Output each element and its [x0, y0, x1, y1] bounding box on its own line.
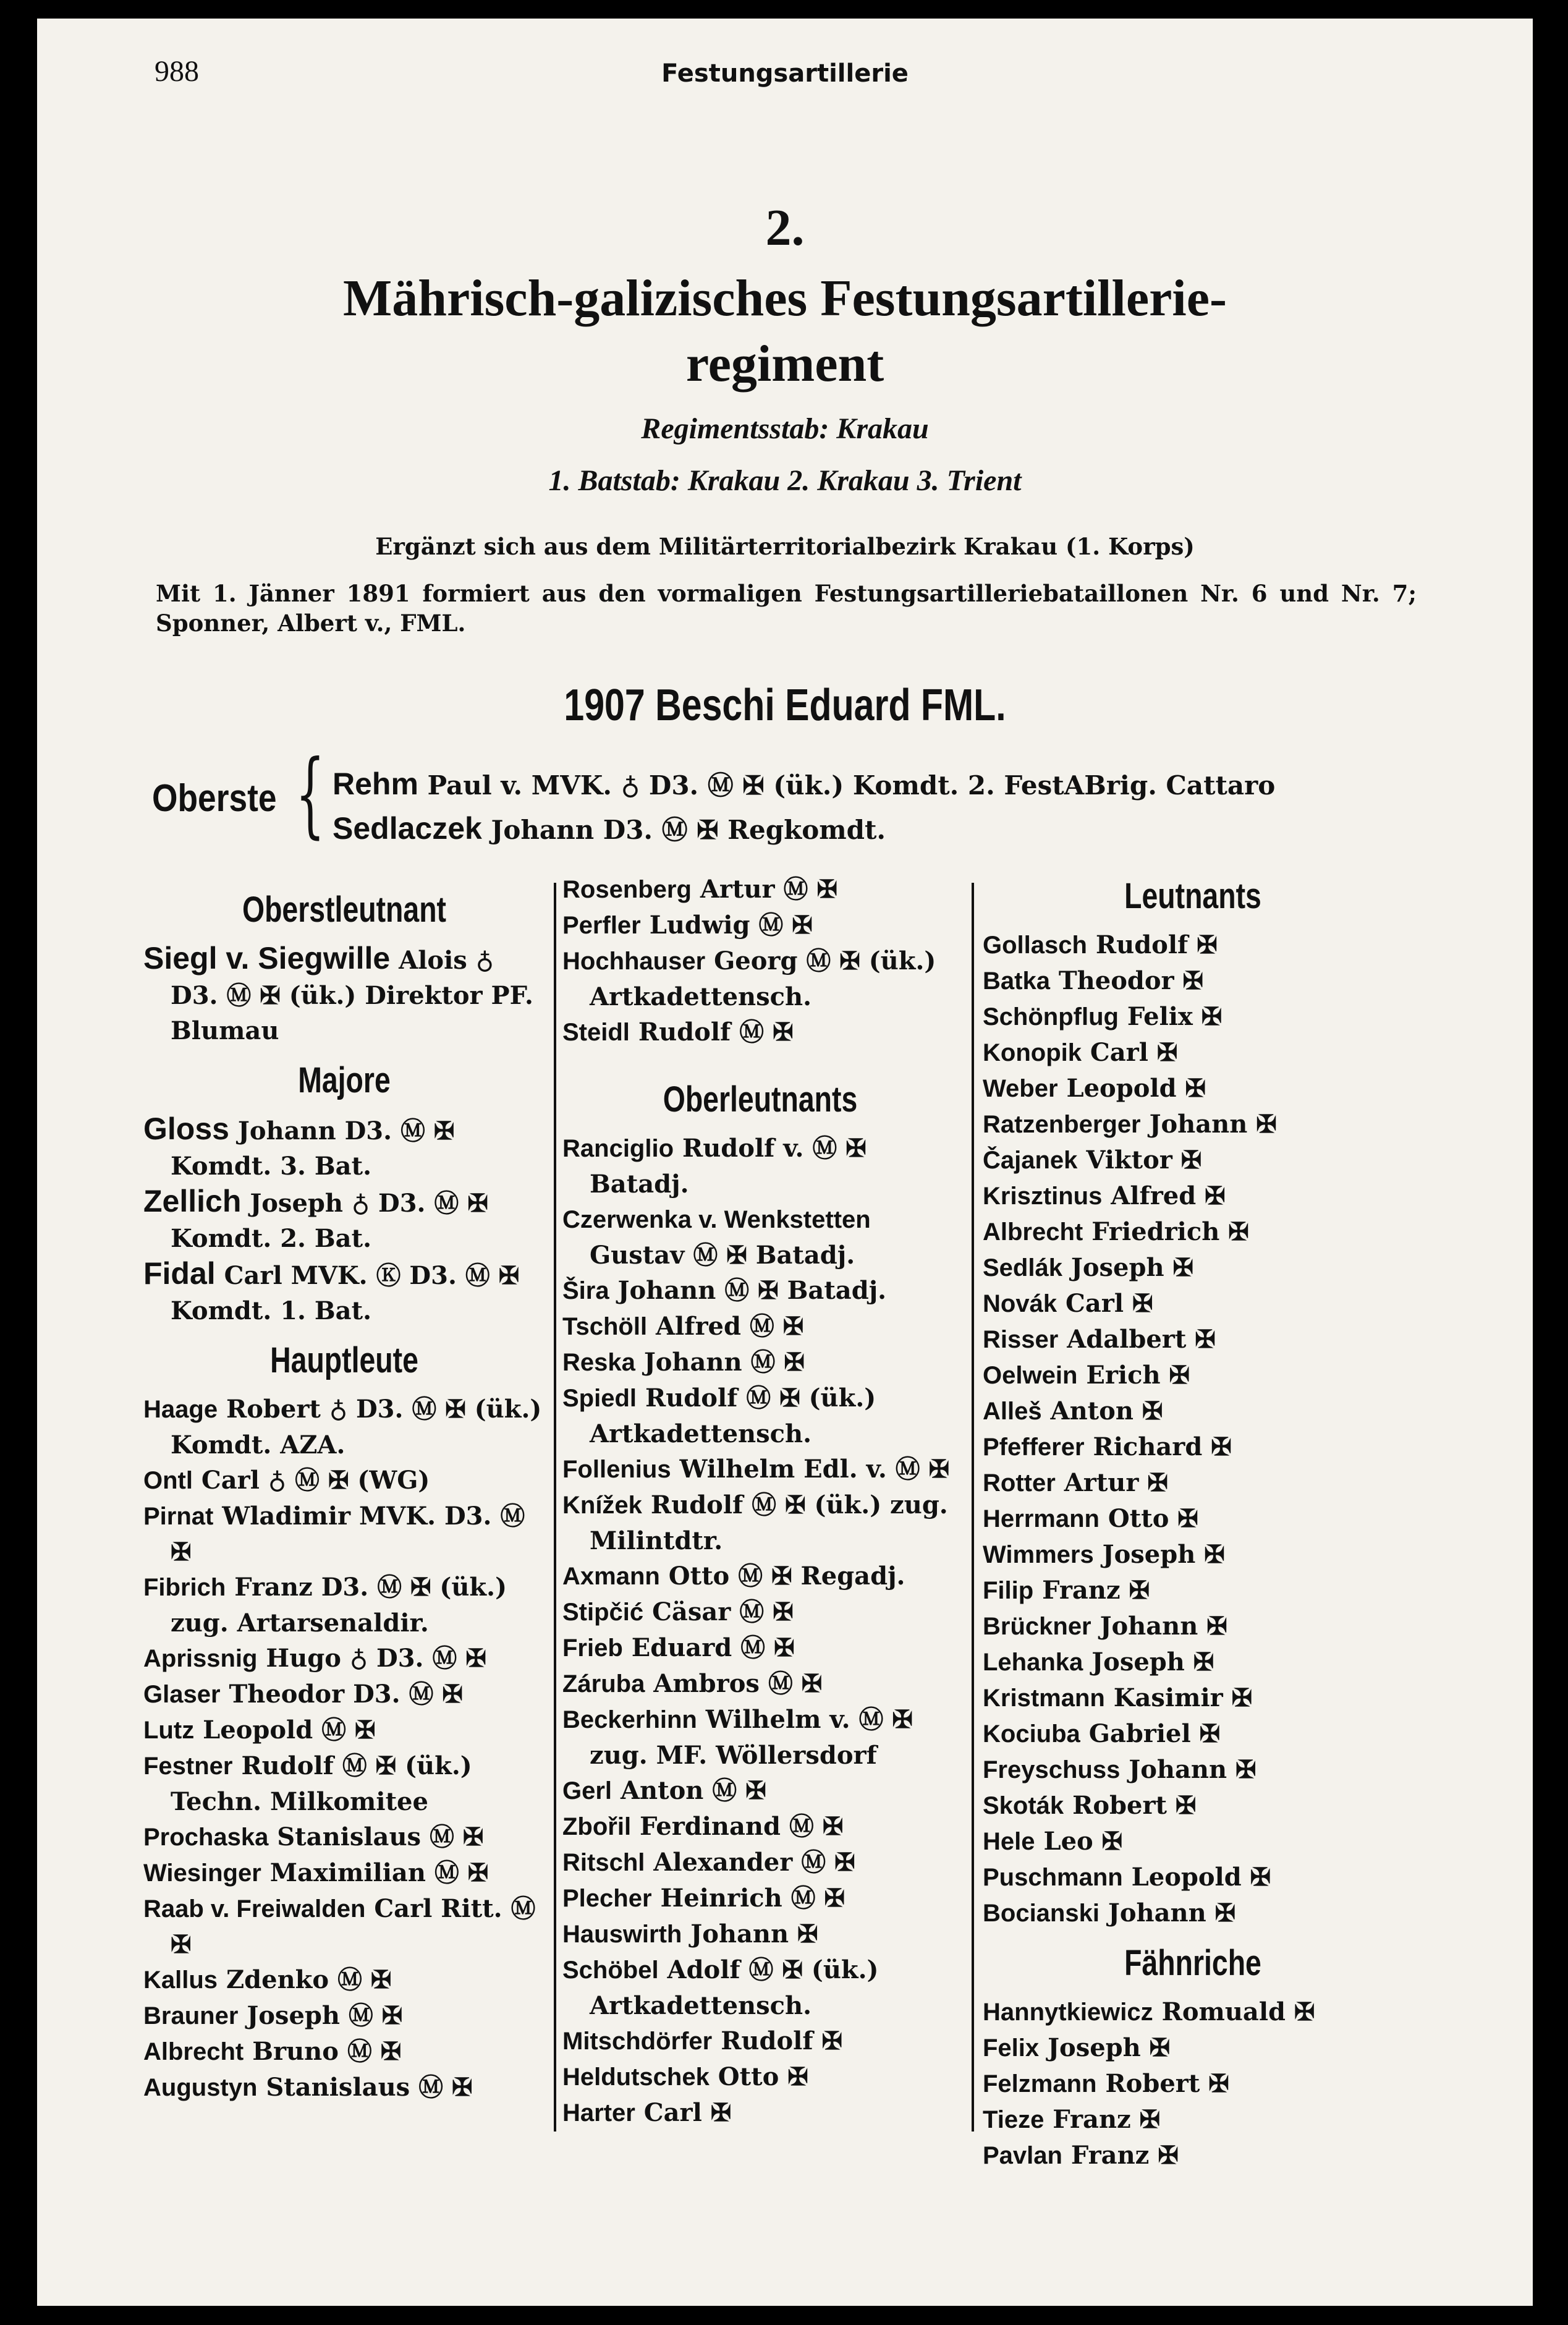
oberste-label: Oberste: [152, 777, 277, 820]
person-details: Johann ✠: [690, 1919, 818, 1949]
list-item: [143, 1748, 545, 1819]
person-details: Alexander Ⓜ ✠: [653, 1848, 855, 1877]
person-details: Robert ♁ D3. Ⓜ ✠ (ük.) Komdt. AZA.: [171, 1395, 542, 1460]
person-name: Heldutschek: [562, 2064, 710, 2091]
person-name: Herrmann: [983, 1505, 1100, 1532]
person-details: Ludwig Ⓜ ✠: [649, 911, 813, 940]
list-item: [983, 1465, 1403, 1501]
list-item: [983, 2030, 1403, 2066]
person-details: Heinrich Ⓜ ✠: [660, 1884, 845, 1913]
list-item: [562, 1273, 958, 1309]
person-details: Joseph Ⓜ ✠: [247, 2001, 403, 2030]
person-name: Risser: [983, 1326, 1059, 1353]
person-name: Beckerhinn: [562, 1706, 697, 1733]
list-item: [983, 1752, 1403, 1788]
person-details: Hugo ♁ D3. Ⓜ ✠: [266, 1644, 486, 1673]
person-name: Zellich: [143, 1184, 242, 1218]
person-name: Fibrich: [143, 1574, 226, 1601]
person-details: Maximilian Ⓜ ✠: [269, 1858, 489, 1887]
person-details: Alfred Ⓜ ✠: [656, 1312, 804, 1341]
person-details: Richard ✠: [1093, 1432, 1232, 1461]
person-name: Ontl: [143, 1467, 193, 1494]
person-name: Schöbel: [562, 1957, 659, 1984]
person-details: Rudolf Ⓜ ✠ (ük.) Techn. Milkomitee: [171, 1751, 472, 1816]
person-name: Aprissnig: [143, 1645, 258, 1672]
oberst-details: Paul v. MVK. ♁ D3. Ⓜ ✠ (ük.) Komdt. 2. FestABrig. Cattaro: [427, 770, 1276, 801]
person-name: Oelwein: [983, 1362, 1078, 1389]
person-name: Hochhauser: [562, 948, 706, 975]
person-name: Follenius: [562, 1456, 671, 1483]
person-details: Johann ✠: [1129, 1755, 1257, 1784]
person-name: Alleš: [983, 1398, 1042, 1425]
person-name: Czerwenka v. Wenkstetten: [562, 1206, 871, 1233]
person-name: Haage: [143, 1396, 218, 1423]
person-details: Johann ✠: [1149, 1110, 1277, 1139]
person-details: Franz D3. Ⓜ ✠ (ük.) zug. Artarsenaldir.: [171, 1573, 507, 1638]
person-details: Otto Ⓜ ✠ Regadj.: [668, 1562, 905, 1591]
section-number: 2.: [765, 199, 805, 257]
list-item: [562, 1202, 958, 1273]
list-item: [562, 1452, 958, 1487]
person-details: Ferdinand Ⓜ ✠: [640, 1812, 844, 1841]
list-item: [983, 999, 1403, 1035]
list-item: [983, 2066, 1403, 2102]
person-details: Rudolf ✠: [1095, 930, 1218, 959]
person-name: Hauswirth: [562, 1921, 682, 1948]
list-item: [983, 1573, 1403, 1609]
person-details: Romuald ✠: [1161, 1997, 1315, 2026]
person-name: Mitschdörfer: [562, 2028, 713, 2055]
person-details: Artur Ⓜ ✠: [700, 875, 837, 904]
person-details: Cäsar Ⓜ ✠: [652, 1597, 794, 1626]
person-details: Otto ✠: [718, 2062, 808, 2091]
person-name: Konopik: [983, 1039, 1082, 1066]
person-name: Stipčić: [562, 1599, 644, 1626]
person-details: Wladimir MVK. D3. Ⓜ ✠: [171, 1502, 525, 1566]
list-item: [562, 2059, 958, 2095]
person-name: Rotter: [983, 1469, 1056, 1497]
person-details: Zdenko Ⓜ ✠: [226, 1965, 392, 1994]
person-name: Pavlan: [983, 2142, 1062, 2169]
person-name: Weber: [983, 1075, 1058, 1102]
list-hauptleute-continued: [562, 872, 958, 1050]
person-name: Bocianski: [983, 1900, 1100, 1927]
person-name: Ritschl: [562, 1849, 645, 1876]
list-item: [983, 1035, 1403, 1071]
list-item: [983, 2102, 1403, 2138]
person-details: Theodor ✠: [1058, 966, 1204, 995]
list-item: [983, 1895, 1403, 1931]
list-item: [143, 1677, 545, 1712]
list-item: [562, 2095, 958, 2131]
person-details: Robert ✠: [1105, 2069, 1229, 2098]
person-details: Theodor D3. Ⓜ ✠: [229, 1680, 463, 1709]
person-details: Johann D3. Ⓜ ✠ Komdt. 3. Bat.: [171, 1116, 455, 1181]
person-name: Perfler: [562, 912, 641, 939]
list-item: [983, 2138, 1403, 2174]
list-item: [143, 1184, 545, 1256]
list-item: [562, 1594, 958, 1630]
list-item: [562, 1845, 958, 1881]
person-details: Stanislaus Ⓜ ✠: [277, 1822, 484, 1851]
page: [37, 19, 1533, 2306]
column-1: [143, 878, 545, 2106]
person-details: Kasimir ✠: [1113, 1683, 1253, 1712]
list-item: [983, 963, 1403, 999]
list-item: [983, 1107, 1403, 1142]
list-item: [143, 1256, 545, 1328]
person-name: Fidal: [143, 1256, 216, 1291]
person-details: Erich ✠: [1086, 1361, 1190, 1390]
person-name: Albrecht: [143, 2038, 244, 2065]
person-details: Joseph ✠: [1091, 1647, 1214, 1677]
person-name: Hele: [983, 1828, 1035, 1855]
person-details: Carl ✠: [1066, 1289, 1153, 1318]
person-name: Axmann: [562, 1563, 660, 1590]
regimentsstab: Regimentsstab: Krakau: [641, 412, 929, 445]
formation-note: [156, 579, 1417, 638]
person-name: Čajanek: [983, 1147, 1078, 1174]
list-majore: [143, 1111, 545, 1328]
person-details: Carl MVK. Ⓚ D3. Ⓜ ✠ Komdt. 1. Bat.: [171, 1261, 520, 1325]
list-item: [983, 1286, 1403, 1322]
list-item: [983, 1680, 1403, 1716]
person-name: Šira: [562, 1277, 609, 1304]
person-details: Joseph ✠: [1102, 1540, 1225, 1569]
person-details: Alfred ✠: [1111, 1181, 1226, 1210]
person-details: Joseph ♁ D3. Ⓜ ✠ Komdt. 2. Bat.: [171, 1189, 488, 1253]
list-item: [562, 1916, 958, 1952]
list-item: [143, 1392, 545, 1463]
list-item: [143, 1570, 545, 1641]
person-name: Pirnat: [143, 1503, 214, 1530]
person-details: Anton ✠: [1050, 1396, 1163, 1426]
list-oberstleutnant: [143, 941, 545, 1048]
person-details: Leo ✠: [1043, 1827, 1123, 1856]
list-item: [562, 1014, 958, 1050]
list-item: [143, 1819, 545, 1855]
person-details: Carl ✠: [643, 2098, 732, 2127]
heading-faehnriche: Fähnriche: [1124, 1943, 1261, 1983]
list-item: [562, 1131, 958, 1202]
person-name: Gerl: [562, 1777, 612, 1804]
list-item: [143, 2070, 545, 2106]
person-name: Reska: [562, 1349, 635, 1376]
list-item: [983, 1501, 1403, 1537]
list-item: [983, 1788, 1403, 1824]
person-details: Alois ♁ D3. Ⓜ ✠ (ük.) Direktor PF. Blumau: [171, 946, 533, 1045]
person-name: Novák: [983, 1290, 1057, 1317]
person-name: Kristmann: [983, 1685, 1105, 1712]
list-item: [562, 1773, 958, 1809]
person-details: Leopold Ⓜ ✠: [203, 1715, 376, 1745]
heading-hauptleute: Hauptleute: [270, 1340, 418, 1380]
person-name: Augustyn: [143, 2074, 258, 2101]
person-name: Kociuba: [983, 1720, 1080, 1748]
list-item: [562, 1702, 958, 1773]
person-name: Pfefferer: [983, 1434, 1085, 1461]
title-line-1: Mährisch-galizisches Festungsartillerie-: [342, 270, 1227, 327]
person-name: Skoták: [983, 1792, 1064, 1819]
list-item: [983, 1178, 1403, 1214]
list-item: [143, 1463, 545, 1498]
person-name: Zbořil: [562, 1813, 632, 1840]
heading-majore: Majore: [298, 1060, 391, 1100]
person-details: Leopold ✠: [1131, 1863, 1271, 1892]
list-item: [983, 1537, 1403, 1573]
brace: {: [295, 741, 325, 848]
person-name: Gollasch: [983, 932, 1087, 959]
list-oberleutnants: [562, 1131, 958, 2131]
person-details: Eduard Ⓜ ✠: [631, 1633, 795, 1662]
list-item: [983, 1071, 1403, 1107]
person-name: Tieze: [983, 2106, 1045, 2133]
person-details: Gabriel ✠: [1088, 1719, 1221, 1748]
list-item: [562, 1558, 958, 1594]
formation-line-2: Sponner, Albert v., FML.: [156, 610, 466, 637]
list-item: [562, 1345, 958, 1380]
list-hauptleute: [143, 1392, 545, 2106]
list-item: [983, 1824, 1403, 1860]
person-name: Wimmers: [983, 1541, 1094, 1568]
person-details: Joseph ✠: [1048, 2033, 1171, 2062]
person-details: Friedrich ✠: [1091, 1217, 1249, 1246]
list-item: [562, 1487, 958, 1558]
person-name: Lutz: [143, 1717, 195, 1744]
person-details: Joseph ✠: [1070, 1253, 1193, 1282]
list-item: [562, 1952, 958, 2023]
list-item: [143, 1891, 545, 1962]
person-name: Knížek: [562, 1492, 642, 1519]
person-name: Kallus: [143, 1966, 218, 1994]
person-details: Wilhelm v. Ⓜ ✠ zug. MF. Wöllersdorf: [590, 1705, 913, 1770]
column-3: [983, 872, 1403, 2174]
person-name: Harter: [562, 2099, 635, 2127]
person-details: Wilhelm Edl. v. Ⓜ ✠: [679, 1455, 950, 1484]
title-line-2: regiment: [685, 335, 884, 393]
list-item: [143, 1962, 545, 1998]
person-name: Rosenberg: [562, 876, 692, 903]
person-details: Anton Ⓜ ✠: [620, 1776, 766, 1805]
person-details: Carl Ritt. Ⓜ ✠: [171, 1894, 536, 1959]
list-item: [983, 1860, 1403, 1895]
person-details: Bruno Ⓜ ✠: [252, 2037, 402, 2066]
person-details: Artur ✠: [1064, 1468, 1168, 1497]
person-details: Rudolf Ⓜ ✠ (ük.) zug. Milintdtr.: [590, 1490, 948, 1555]
person-details: Ambros Ⓜ ✠: [653, 1669, 823, 1698]
person-name: Gloss: [143, 1111, 229, 1146]
list-item: [983, 1609, 1403, 1644]
list-item: [562, 2023, 958, 2059]
person-name: Krisztinus: [983, 1183, 1103, 1210]
person-details: Franz ✠: [1042, 1576, 1150, 1605]
oberst-name: Sedlaczek: [333, 811, 482, 846]
oberst-entry: [333, 810, 886, 847]
person-name: Batka: [983, 967, 1050, 995]
person-name: Prochaska: [143, 1824, 269, 1851]
ergaenzung-note: Ergänzt sich aus dem Militärterritorialbezirk Krakau (1. Korps): [375, 533, 1195, 560]
person-name: Glaser: [143, 1681, 221, 1708]
column-divider: [554, 883, 556, 2132]
list-item: [983, 1142, 1403, 1178]
regiment-title: [161, 266, 1409, 397]
page-number: 988: [155, 55, 199, 88]
list-item: [143, 1641, 545, 1677]
person-name: Siegl v. Siegwille: [143, 941, 391, 975]
list-item: [562, 1666, 958, 1702]
person-details: Carl ♁ Ⓜ ✠ (WG): [201, 1466, 430, 1495]
person-name: Wiesinger: [143, 1860, 261, 1887]
person-name: Záruba: [562, 1670, 645, 1698]
oberst-name: Rehm: [333, 767, 418, 801]
inhaber-line: 1907 Beschi Eduard FML.: [564, 681, 1006, 730]
person-name: Hannytkiewicz: [983, 1999, 1153, 2026]
list-leutnants: [983, 927, 1403, 1931]
list-item: [983, 1429, 1403, 1465]
person-details: Johann Ⓜ ✠: [643, 1348, 805, 1377]
column-2: [562, 872, 958, 2131]
list-item: [983, 1322, 1403, 1358]
person-name: Albrecht: [983, 1218, 1083, 1246]
person-details: Leopold ✠: [1066, 1074, 1206, 1103]
list-item: [983, 927, 1403, 963]
running-head: Festungsartillerie: [661, 59, 909, 88]
formation-line-1: Mit 1. Jänner 1891 formiert aus den vormaligen Festungsartilleriebataillonen Nr. 6 und Nr. 7;: [156, 580, 1417, 607]
person-details: Carl ✠: [1090, 1038, 1178, 1067]
list-item: [562, 907, 958, 943]
list-item: [562, 1380, 958, 1452]
person-details: Georg Ⓜ ✠ (ük.) Artkadettensch.: [590, 946, 936, 1011]
list-item: [983, 1358, 1403, 1393]
list-item: [562, 1630, 958, 1666]
list-item: [983, 1994, 1403, 2030]
heading-oberstleutnant: Oberstleutnant: [242, 890, 446, 930]
person-name: Plecher: [562, 1885, 652, 1912]
person-details: Gustav Ⓜ ✠ Batadj.: [590, 1241, 855, 1270]
person-details: Rudolf v. Ⓜ ✠ Batadj.: [590, 1134, 867, 1199]
person-details: Otto ✠: [1108, 1504, 1198, 1533]
list-item: [983, 1644, 1403, 1680]
batstab: 1. Batstab: Krakau 2. Krakau 3. Trient: [548, 464, 1022, 497]
list-item: [143, 1498, 545, 1570]
list-item: [562, 1309, 958, 1345]
oberst-entry: [333, 765, 1275, 802]
list-item: [143, 941, 545, 1048]
heading-leutnants: Leutnants: [1124, 876, 1261, 916]
list-item: [983, 1214, 1403, 1250]
person-details: Viktor ✠: [1086, 1145, 1202, 1175]
list-item: [983, 1393, 1403, 1429]
person-details: Johann ✠: [1100, 1612, 1227, 1641]
person-details: Adolf Ⓜ ✠ (ük.) Artkadettensch.: [590, 1955, 879, 2020]
person-name: Brauner: [143, 2002, 239, 2030]
person-details: Stanislaus Ⓜ ✠: [266, 2073, 473, 2102]
list-item: [562, 1809, 958, 1845]
person-details: Franz ✠: [1070, 2141, 1179, 2170]
person-name: Frieb: [562, 1634, 623, 1662]
person-name: Festner: [143, 1753, 233, 1780]
person-details: Robert ✠: [1072, 1791, 1197, 1820]
list-item: [143, 2034, 545, 2070]
oberst-details: Johann D3. Ⓜ ✠ Regkomdt.: [491, 815, 886, 845]
list-item: [983, 1250, 1403, 1286]
person-details: Rudolf Ⓜ ✠ (ük.) Artkadettensch.: [590, 1384, 876, 1448]
list-item: [562, 943, 958, 1014]
person-name: Steidl: [562, 1019, 630, 1046]
list-item: [562, 872, 958, 907]
list-item: [143, 1998, 545, 2034]
person-name: Ratzenberger: [983, 1111, 1141, 1138]
person-name: Puschmann: [983, 1864, 1123, 1891]
person-name: Freyschuss: [983, 1756, 1121, 1783]
list-faehnriche: [983, 1994, 1403, 2174]
person-name: Spiedl: [562, 1385, 637, 1412]
list-item: [143, 1712, 545, 1748]
person-name: Raab v. Freiwalden: [143, 1895, 366, 1923]
person-name: Filip: [983, 1577, 1034, 1604]
list-item: [143, 1111, 545, 1184]
list-item: [983, 1716, 1403, 1752]
person-name: Schönpflug: [983, 1003, 1119, 1031]
person-name: Sedlák: [983, 1254, 1062, 1282]
person-name: Tschöll: [562, 1313, 648, 1340]
person-details: Felix ✠: [1127, 1002, 1223, 1031]
person-name: Lehanka: [983, 1649, 1083, 1676]
person-details: Rudolf Ⓜ ✠: [638, 1018, 794, 1047]
person-details: Adalbert ✠: [1067, 1325, 1216, 1354]
person-details: Johann ✠: [1108, 1898, 1236, 1928]
person-name: Ranciglio: [562, 1135, 674, 1162]
person-name: Felix: [983, 2034, 1040, 2062]
list-item: [143, 1855, 545, 1891]
person-name: Felzmann: [983, 2070, 1097, 2098]
list-item: [562, 1881, 958, 1916]
person-details: Rudolf ✠: [721, 2026, 843, 2055]
person-name: Brückner: [983, 1613, 1091, 1640]
column-divider: [972, 883, 974, 2132]
heading-oberleutnants: Oberleutnants: [663, 1079, 858, 1120]
person-details: Franz ✠: [1053, 2105, 1161, 2134]
person-details: Johann Ⓜ ✠ Batadj.: [617, 1276, 887, 1305]
